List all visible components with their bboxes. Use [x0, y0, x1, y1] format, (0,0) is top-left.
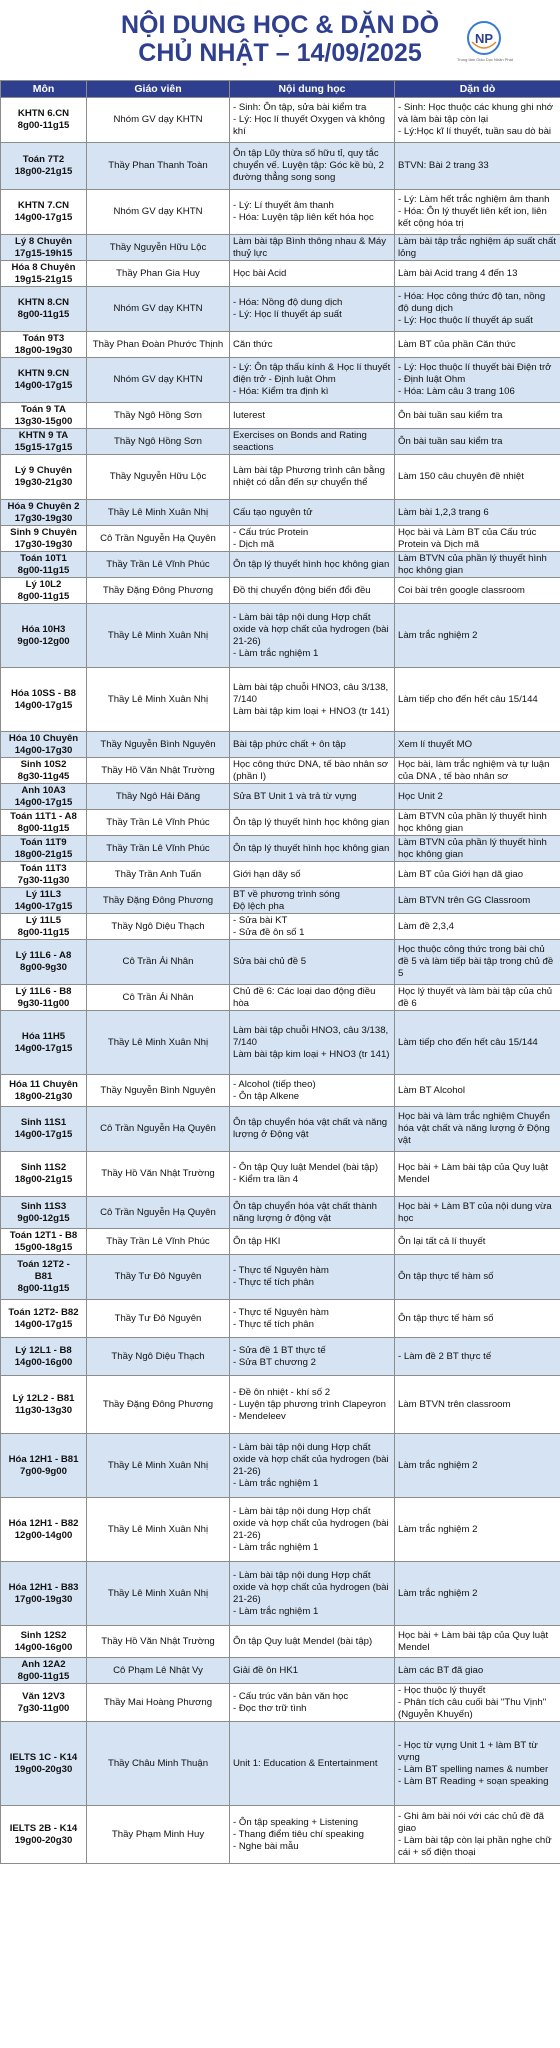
subject-cell: Sinh 11S3 9g00-12g15 — [1, 1197, 87, 1229]
note-cell: Ôn bài tuần sau kiểm tra — [395, 429, 560, 455]
content-cell: - Cấu trúc văn bản văn học - Đọc thơ trữ tình — [230, 1684, 395, 1722]
note-cell: Học bài, làm trắc nghiệm và tự luận của DNA , tế bào nhân sơ — [395, 758, 560, 784]
note-cell: Làm trắc nghiệm 2 — [395, 1498, 560, 1562]
subject-cell: IELTS 1C - K14 19g00-20g30 — [1, 1722, 87, 1806]
teacher-cell: Thầy Đặng Đông Phương — [87, 888, 230, 914]
note-cell: Học bài + Làm bài tập của Quy luật Mendel — [395, 1152, 560, 1197]
teacher-cell: Thầy Hồ Văn Nhật Trường — [87, 1626, 230, 1658]
subject-cell: Anh 10A3 14g00-17g15 — [1, 784, 87, 810]
table-body — [1, 98, 560, 1864]
note-cell: Làm BTVN của phần lý thuyết hình học không gian — [395, 552, 560, 578]
content-cell: - Đề ôn nhiệt - khí số 2 - Luyện tập phương trình Clapeyron - Mendeleev — [230, 1376, 395, 1434]
content-cell: Unit 1: Education & Entertainment — [230, 1722, 395, 1806]
table-row — [1, 358, 560, 403]
content-cell: Ôn tập HKI — [230, 1229, 395, 1255]
subject-cell: Sinh 11S2 18g00-21g15 — [1, 1152, 87, 1197]
table-row — [1, 732, 560, 758]
teacher-cell: Thầy Trần Lê Vĩnh Phúc — [87, 1229, 230, 1255]
content-cell: Làm bài tập Phương trình cân bằng nhiệt có dẫn đến sự chuyển thể — [230, 455, 395, 500]
table-row — [1, 235, 560, 261]
subject-cell: Hóa 10SS - B8 14g00-17g15 — [1, 668, 87, 732]
np-logo-icon — [466, 20, 502, 56]
teacher-cell: Thầy Lê Minh Xuân Nhị — [87, 1011, 230, 1075]
teacher-cell: Cô Trần Nguyễn Hạ Quyên — [87, 1107, 230, 1152]
note-cell: BTVN: Bài 2 trang 33 — [395, 143, 560, 190]
subject-cell: Sinh 12S2 14g00-16g00 — [1, 1626, 87, 1658]
note-cell: Học bài + Làm bài tập của Quy luật Mendel — [395, 1626, 560, 1658]
teacher-cell: Nhóm GV dạy KHTN — [87, 358, 230, 403]
teacher-cell: Thầy Tư Đô Nguyên — [87, 1300, 230, 1338]
teacher-cell: Nhóm GV dạy KHTN — [87, 287, 230, 332]
table-row — [1, 862, 560, 888]
table-row — [1, 552, 560, 578]
subject-cell: KHTN 9.CN 14g00-17g15 — [1, 358, 87, 403]
note-cell: Làm tiếp cho đến hết câu 15/144 — [395, 1011, 560, 1075]
table-row — [1, 526, 560, 552]
note-cell: Làm BT của phần Căn thức — [395, 332, 560, 358]
teacher-cell: Thầy Châu Minh Thuận — [87, 1722, 230, 1806]
page-header — [0, 0, 560, 80]
content-cell: - Hóa: Nồng độ dung dịch - Lý: Học lí thuyết áp suất — [230, 287, 395, 332]
teacher-cell: Thầy Trần Lê Vĩnh Phúc — [87, 552, 230, 578]
logo-caption: Trung tâm Giáo Dục Nhân Phát — [457, 57, 513, 62]
page-date-title: CHỦ NHẬT – 14/09/2025 — [138, 39, 422, 67]
note-cell: Làm BTVN trên GG Classroom — [395, 888, 560, 914]
content-cell: - Làm bài tập nội dung Hợp chất oxide và hợp chất của hydrogen (bài 21-26) - Làm trắc nghiệm 1 — [230, 1498, 395, 1562]
table-row — [1, 914, 560, 940]
content-cell: Căn thức — [230, 332, 395, 358]
subject-cell: Lý 11L3 14g00-17g15 — [1, 888, 87, 914]
table-row — [1, 1806, 560, 1864]
subject-cell: Lý 11L5 8g00-11g15 — [1, 914, 87, 940]
teacher-cell: Thầy Hồ Văn Nhật Trường — [87, 758, 230, 784]
content-cell: - Sửa đề 1 BT thực tế - Sửa BT chương 2 — [230, 1338, 395, 1376]
subject-cell: KHTN 7.CN 14g00-17g15 — [1, 190, 87, 235]
table-row — [1, 940, 560, 985]
content-cell: Sửa BT Unit 1 và trả từ vựng — [230, 784, 395, 810]
table-row — [1, 836, 560, 862]
teacher-cell: Thầy Ngô Hồng Sơn — [87, 429, 230, 455]
note-cell: Ôn lại tất cả lí thuyết — [395, 1229, 560, 1255]
content-cell: - Sinh: Ôn tập, sửa bài kiểm tra - Lý: Học lí thuyết Oxygen và không khí — [230, 98, 395, 143]
content-cell: Làm bài tập chuỗi HNO3, câu 3/138, 7/140 Làm bài tập kim loại + HNO3 (tr 141) — [230, 668, 395, 732]
subject-cell: Lý 8 Chuyên 17g15-19h15 — [1, 235, 87, 261]
teacher-cell: Thầy Lê Minh Xuân Nhị — [87, 500, 230, 526]
content-cell: Ôn tập Lũy thừa số hữu tỉ, quy tắc chuyển vế. Luyện tập: Góc kề bù, 2 đường thẳng song song — [230, 143, 395, 190]
table-row — [1, 143, 560, 190]
subject-cell: Hóa 12H1 - B83 17g00-19g30 — [1, 1562, 87, 1626]
subject-cell: Hóa 8 Chuyên 19g15-21g15 — [1, 261, 87, 287]
note-cell: - Học thuộc lý thuyết - Phân tích câu cuối bài "Thu Vịnh" (Nguyễn Khuyến) — [395, 1684, 560, 1722]
content-cell: Ôn tập Quy luật Mendel (bài tập) — [230, 1626, 395, 1658]
teacher-cell: Thầy Lê Minh Xuân Nhị — [87, 668, 230, 732]
note-cell: Làm bài 1,2,3 trang 6 — [395, 500, 560, 526]
note-cell: Làm BT Alcohol — [395, 1075, 560, 1107]
subject-cell: KHTN 6.CN 8g00-11g15 — [1, 98, 87, 143]
teacher-cell: Nhóm GV dạy KHTN — [87, 190, 230, 235]
note-cell: Làm các BT đã giao — [395, 1658, 560, 1684]
content-cell: - Thực tế Nguyên hàm - Thực tế tích phân — [230, 1255, 395, 1300]
teacher-cell: Thầy Ngô Hải Đăng — [87, 784, 230, 810]
note-cell: - Lý: Làm hết trắc nghiệm âm thanh - Hóa: Ôn lý thuyết liên kết ion, liên kết cộng hóa trị — [395, 190, 560, 235]
teacher-cell: Thầy Tư Đô Nguyên — [87, 1255, 230, 1300]
table-row — [1, 1562, 560, 1626]
note-cell: - Hóa: Học công thức độ tan, nồng độ dung dịch - Lý: Học thuộc lí thuyết áp suất — [395, 287, 560, 332]
content-cell: Học bài Acid — [230, 261, 395, 287]
note-cell: - Học từ vựng Unit 1 + làm BT từ vựng - Làm BT spelling names & number - Làm BT Reading + soạn speaking — [395, 1722, 560, 1806]
content-cell: - Làm bài tập nội dung Hợp chất oxide và hợp chất của hydrogen (bài 21-26) - Làm trắc nghiệm 1 — [230, 1434, 395, 1498]
content-cell: Đồ thị chuyển động biến đổi đều — [230, 578, 395, 604]
table-header-row — [1, 81, 560, 98]
subject-cell: Hóa 9 Chuyên 2 17g30-19g30 — [1, 500, 87, 526]
subject-cell: KHTN 8.CN 8g00-11g15 — [1, 287, 87, 332]
teacher-cell: Thầy Hồ Văn Nhật Trường — [87, 1152, 230, 1197]
content-cell: Chủ đề 6: Các loại dao động điều hòa — [230, 985, 395, 1011]
note-cell: Ôn tập thực tế hàm số — [395, 1255, 560, 1300]
table-row — [1, 1658, 560, 1684]
note-cell: Làm BTVN của phần lý thuyết hình học không gian — [395, 836, 560, 862]
table-row — [1, 403, 560, 429]
table-row — [1, 1626, 560, 1658]
content-cell: Ôn tập lý thuyết hình học không gian — [230, 810, 395, 836]
table-row — [1, 784, 560, 810]
teacher-cell: Thầy Lê Minh Xuân Nhị — [87, 604, 230, 668]
table-row — [1, 1338, 560, 1376]
teacher-cell: Thầy Trần Anh Tuấn — [87, 862, 230, 888]
note-cell: Học bài và làm trắc nghiệm Chuyển hóa vật chất và năng lượng ở Động vật — [395, 1107, 560, 1152]
content-cell: Ôn tập chuyển hóa vật chất và năng lượng ở Động vật — [230, 1107, 395, 1152]
content-cell: Làm bài tập chuỗi HNO3, câu 3/138, 7/140 Làm bài tập kim loại + HNO3 (tr 141) — [230, 1011, 395, 1075]
teacher-cell: Thầy Phan Gia Huy — [87, 261, 230, 287]
subject-cell: Toán 11T9 18g00-21g15 — [1, 836, 87, 862]
content-cell: Exercises on Bonds and Rating seactions — [230, 429, 395, 455]
content-cell: Cấu tạo nguyên tử — [230, 500, 395, 526]
note-cell: Làm BT của Giới hạn dã giao — [395, 862, 560, 888]
note-cell: Làm 150 câu chuyên đề nhiệt — [395, 455, 560, 500]
subject-cell: Anh 12A2 8g00-11g15 — [1, 1658, 87, 1684]
teacher-cell: Thầy Đặng Đông Phương — [87, 1376, 230, 1434]
page-title: NỘI DUNG HỌC & DẶN DÒ — [120, 11, 440, 39]
content-cell: - Thực tế Nguyên hàm - Thực tế tích phân — [230, 1300, 395, 1338]
note-cell: - Làm đề 2 BT thực tế — [395, 1338, 560, 1376]
subject-cell: Sinh 9 Chuyên 17g30-19g30 — [1, 526, 87, 552]
content-cell: Ôn tập lý thuyết hình học không gian — [230, 552, 395, 578]
teacher-cell: Thầy Mai Hoàng Phương — [87, 1684, 230, 1722]
subject-cell: Lý 12L1 - B8 14g00-16g00 — [1, 1338, 87, 1376]
teacher-cell: Thầy Nguyễn Hữu Lộc — [87, 235, 230, 261]
table-row — [1, 1255, 560, 1300]
teacher-cell: Thầy Nguyễn Bình Nguyên — [87, 732, 230, 758]
teacher-cell: Thầy Lê Minh Xuân Nhị — [87, 1562, 230, 1626]
subject-cell: Hóa 12H1 - B81 7g00-9g00 — [1, 1434, 87, 1498]
table-row — [1, 500, 560, 526]
subject-cell: Toán 12T2 - B81 8g00-11g15 — [1, 1255, 87, 1300]
table-row — [1, 1011, 560, 1075]
content-cell: - Ôn tập speaking + Listening - Thang điểm tiêu chí speaking - Nghe bài mẫu — [230, 1806, 395, 1864]
table-row — [1, 1197, 560, 1229]
column-header-subject: Môn — [1, 81, 87, 98]
subject-cell: Hóa 10 Chuyên 14g00-17g30 — [1, 732, 87, 758]
note-cell: Làm trắc nghiệm 2 — [395, 1562, 560, 1626]
subject-cell: Toán 7T2 18g00-21g15 — [1, 143, 87, 190]
table-row — [1, 985, 560, 1011]
table-row — [1, 1300, 560, 1338]
subject-cell: Toán 11T1 - A8 8g00-11g15 — [1, 810, 87, 836]
subject-cell: Hóa 11H5 14g00-17g15 — [1, 1011, 87, 1075]
subject-cell: IELTS 2B - K14 19g00-20g30 — [1, 1806, 87, 1864]
table-row — [1, 1498, 560, 1562]
teacher-cell: Thầy Ngô Diệu Thạch — [87, 914, 230, 940]
subject-cell: KHTN 9 TA 15g15-17g15 — [1, 429, 87, 455]
subject-cell: Hóa 11 Chuyên 18g00-21g30 — [1, 1075, 87, 1107]
table-row — [1, 1075, 560, 1107]
table-row — [1, 604, 560, 668]
content-cell: - Làm bài tập nội dung Hợp chất oxide và hợp chất của hydrogen (bài 21-26) - Làm trắc nghiệm 1 — [230, 604, 395, 668]
table-row — [1, 1434, 560, 1498]
subject-cell: Toán 12T1 - B8 15g00-18g15 — [1, 1229, 87, 1255]
note-cell: Học bài và Làm BT của Cấu trúc Protein và Dịch mã — [395, 526, 560, 552]
note-cell: Làm BTVN trên classroom — [395, 1376, 560, 1434]
teacher-cell: Thầy Phan Thanh Toàn — [87, 143, 230, 190]
column-header-content: Nội dung học — [230, 81, 395, 98]
teacher-cell: Thầy Đặng Đông Phương — [87, 578, 230, 604]
table-row — [1, 578, 560, 604]
note-cell: Làm trắc nghiệm 2 — [395, 604, 560, 668]
subject-cell: Toán 9 TA 13g30-15g00 — [1, 403, 87, 429]
teacher-cell: Thầy Lê Minh Xuân Nhị — [87, 1498, 230, 1562]
content-cell: Bài tập phức chất + ôn tập — [230, 732, 395, 758]
table-row — [1, 810, 560, 836]
content-cell: Sửa bài chủ đề 5 — [230, 940, 395, 985]
subject-cell: Toán 11T3 7g30-11g30 — [1, 862, 87, 888]
teacher-cell: Thầy Phan Đoàn Phước Thịnh — [87, 332, 230, 358]
teacher-cell: Cô Phạm Lê Nhật Vy — [87, 1658, 230, 1684]
subject-cell: Lý 12L2 - B81 11g30-13g30 — [1, 1376, 87, 1434]
table-row — [1, 98, 560, 143]
content-cell: - Cấu trúc Protein - Dịch mã — [230, 526, 395, 552]
note-cell: Coi bài trên google classroom — [395, 578, 560, 604]
note-cell: - Sinh: Học thuộc các khung ghi nhớ và làm bài tập còn lại - Lý:Học kĩ lí thuyết, tuần sau dò bài — [395, 98, 560, 143]
note-cell: Làm trắc nghiệm 2 — [395, 1434, 560, 1498]
table-row — [1, 1684, 560, 1722]
teacher-cell: Cô Trần Ái Nhân — [87, 985, 230, 1011]
teacher-cell: Nhóm GV dạy KHTN — [87, 98, 230, 143]
subject-cell: Hóa 12H1 - B82 12g00-14g00 — [1, 1498, 87, 1562]
teacher-cell: Thầy Nguyễn Hữu Lộc — [87, 455, 230, 500]
teacher-cell: Cô Trần Nguyễn Hạ Quyên — [87, 526, 230, 552]
column-header-teacher: Giáo viên — [87, 81, 230, 98]
note-cell: Làm đề 2,3,4 — [395, 914, 560, 940]
note-cell: Xem lí thuyết MO — [395, 732, 560, 758]
table-row — [1, 261, 560, 287]
column-header-note: Dặn dò — [395, 81, 560, 98]
note-cell: - Lý: Học thuộc lí thuyết bài Điện trở - Định luật Ohm - Hóa: Làm câu 3 trang 106 — [395, 358, 560, 403]
subject-cell: Toán 10T1 8g00-11g15 — [1, 552, 87, 578]
content-cell: Ôn tập lý thuyết hình học không gian — [230, 836, 395, 862]
note-cell: Làm bài tập trắc nghiệm áp suất chất lỏng — [395, 235, 560, 261]
note-cell: Làm BTVN của phần lý thuyết hình học không gian — [395, 810, 560, 836]
logo-letters: NP — [474, 31, 494, 46]
table-row — [1, 287, 560, 332]
note-cell: Học Unit 2 — [395, 784, 560, 810]
teacher-cell: Thầy Trần Lê Vĩnh Phúc — [87, 810, 230, 836]
table-row — [1, 668, 560, 732]
note-cell: Học bài + Làm BT của nội dung vừa học — [395, 1197, 560, 1229]
content-cell: - Lý: Lí thuyết âm thanh - Hóa: Luyện tập liên kết hóa học — [230, 190, 395, 235]
table-row — [1, 758, 560, 784]
teacher-cell: Cô Trần Nguyễn Hạ Quyên — [87, 1197, 230, 1229]
table-row — [1, 1152, 560, 1197]
note-cell: Học thuộc công thức trong bài chủ đề 5 và làm tiếp bài tập trong chủ đề 5 — [395, 940, 560, 985]
note-cell: Học lý thuyết và làm bài tập của chủ đề 6 — [395, 985, 560, 1011]
content-cell: Học công thức DNA, tế bào nhân sơ (phần I) — [230, 758, 395, 784]
content-cell: - Sửa bài KT - Sửa đề ôn số 1 — [230, 914, 395, 940]
content-cell: - Làm bài tập nội dung Hợp chất oxide và hợp chất của hydrogen (bài 21-26) - Làm trắc nghiệm 1 — [230, 1562, 395, 1626]
teacher-cell: Thầy Nguyễn Bình Nguyên — [87, 1075, 230, 1107]
table-row — [1, 1229, 560, 1255]
note-cell: - Ghi âm bài nói với các chủ đề đã giao - Làm bài tập còn lại phần nghe chữ cái + số điện thoại — [395, 1806, 560, 1864]
table-row — [1, 455, 560, 500]
teacher-cell: Thầy Lê Minh Xuân Nhị — [87, 1434, 230, 1498]
table-row — [1, 888, 560, 914]
subject-cell: Toán 9T3 18g00-19g30 — [1, 332, 87, 358]
content-cell: Giới hạn dãy số — [230, 862, 395, 888]
subject-cell: Lý 9 Chuyên 19g30-21g30 — [1, 455, 87, 500]
table-row — [1, 332, 560, 358]
table-row — [1, 1376, 560, 1434]
schedule-table — [0, 80, 560, 1864]
table-row — [1, 1107, 560, 1152]
subject-cell: Văn 12V3 7g30-11g00 — [1, 1684, 87, 1722]
table-row — [1, 190, 560, 235]
teacher-cell: Thầy Ngô Hồng Sơn — [87, 403, 230, 429]
subject-cell: Sinh 10S2 8g30-11g45 — [1, 758, 87, 784]
content-cell: - Ôn tập Quy luật Mendel (bài tập) - Kiểm tra lần 4 — [230, 1152, 395, 1197]
subject-cell: Lý 10L2 8g00-11g15 — [1, 578, 87, 604]
teacher-cell: Thầy Ngô Diệu Thạch — [87, 1338, 230, 1376]
note-cell: Ôn bài tuần sau kiểm tra — [395, 403, 560, 429]
subject-cell: Lý 11L6 - B8 9g30-11g00 — [1, 985, 87, 1011]
content-cell: Giải đề ôn HK1 — [230, 1658, 395, 1684]
note-cell: Làm bài Acid trang 4 đến 13 — [395, 261, 560, 287]
teacher-cell: Thầy Phạm Minh Huy — [87, 1806, 230, 1864]
teacher-cell: Cô Trần Ái Nhân — [87, 940, 230, 985]
subject-cell: Sinh 11S1 14g00-17g15 — [1, 1107, 87, 1152]
note-cell: Làm tiếp cho đến hết câu 15/144 — [395, 668, 560, 732]
table-row — [1, 429, 560, 455]
content-cell: BT về phương trình sóng Độ lệch pha — [230, 888, 395, 914]
content-cell: - Alcohol (tiếp theo) - Ôn tập Alkene — [230, 1075, 395, 1107]
content-cell: Iuterest — [230, 403, 395, 429]
subject-cell: Hóa 10H3 9g00-12g00 — [1, 604, 87, 668]
subject-cell: Lý 11L6 - A8 8g00-9g30 — [1, 940, 87, 985]
content-cell: Làm bài tập Bình thông nhau & Máy thuỷ lực — [230, 235, 395, 261]
content-cell: - Lý: Ôn tập thấu kính & Học lí thuyết điện trở - Định luật Ohm - Hóa: Kiểm tra định kì — [230, 358, 395, 403]
content-cell: Ôn tập chuyển hóa vật chất thành năng lượng ở động vật — [230, 1197, 395, 1229]
teacher-cell: Thầy Trần Lê Vĩnh Phúc — [87, 836, 230, 862]
note-cell: Ôn tập thực tế hàm số — [395, 1300, 560, 1338]
subject-cell: Toán 12T2- B82 14g00-17g15 — [1, 1300, 87, 1338]
table-row — [1, 1722, 560, 1806]
